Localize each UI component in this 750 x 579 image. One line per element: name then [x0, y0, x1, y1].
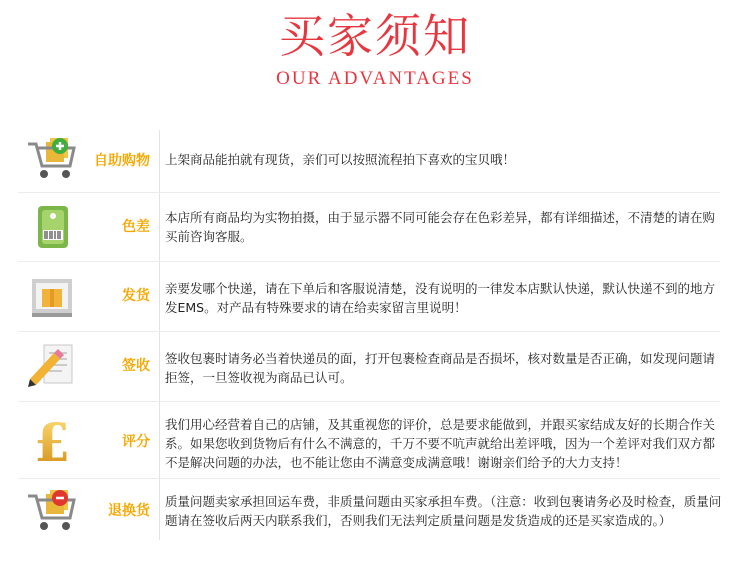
row-divider: [18, 192, 720, 193]
row-description: 我们用心经营着自己的店铺，及其重视您的评价，总是要求能做到，并跟买家结成友好的长期合作关系。如果您收到货物后有什么不满意的，千万不要不吭声就给出差评哦，因为一个差评对我们双方都不是解决问题的办法，也不能让您由不满意变成满意哦！谢谢亲们给予的大力支持！: [165, 417, 716, 470]
row-sign-for: [0, 335, 750, 399]
row-self-service: [0, 128, 750, 190]
row-description: 亲要发哪个快递，请在下单后和客服说清楚，没有说明的一律发本店默认快递，默认快递不到的地方发EMS。对产品有特殊要求的请在给卖家留言里说明！: [165, 281, 716, 315]
row-divider: [18, 261, 720, 262]
row-label: 签收: [122, 358, 150, 374]
row-description: 签收包裹时请务必当着快递员的面，打开包裹检查商品是否损坏，核对数量是否正确，如发现问题请拒签，一旦签收视为商品已认可。: [165, 351, 716, 385]
pound-sign-icon: [24, 411, 80, 471]
row-label: 退换货: [108, 503, 150, 519]
row-description: 上架商品能拍就有现货，亲们可以按照流程拍下喜欢的宝贝哦！: [165, 152, 516, 167]
row-rating: [0, 405, 750, 477]
row-return-exchange: [0, 482, 750, 544]
row-label: 色差: [122, 219, 150, 235]
page-subtitle: OUR ADVANTAGES: [276, 68, 474, 89]
row-description: 本店所有商品均为实物拍摄，由于显示器不同可能会存在色彩差异，都有详细描述，不清楚的请在购买前咨询客服。: [165, 210, 716, 244]
row-divider: [18, 331, 720, 332]
pencil-document-icon: [24, 339, 80, 391]
row-divider: [18, 478, 720, 479]
row-description: 质量问题卖家承担回运车费，非质量问题由买家承担车费。（注意：收到包裹请务必及时检查，质量问题请在签收后两天内联系我们，否则我们无法判定质量问题是发货造成的还是买家造成的。）: [165, 494, 722, 528]
header: [0, 0, 750, 100]
row-divider: [18, 401, 720, 402]
row-color-difference: [0, 196, 750, 260]
row-shipping: [0, 265, 750, 329]
shopping-cart-remove-icon: [24, 484, 80, 536]
page-title: 买家须知: [279, 9, 471, 63]
shopping-cart-add-icon: [24, 132, 80, 184]
svg-text:£: £: [34, 413, 71, 471]
color-tag-icon: [24, 200, 80, 252]
row-label: 评分: [122, 434, 150, 450]
row-label: 发货: [122, 288, 150, 304]
delivery-box-icon: [24, 271, 80, 323]
row-label: 自助购物: [94, 153, 150, 169]
